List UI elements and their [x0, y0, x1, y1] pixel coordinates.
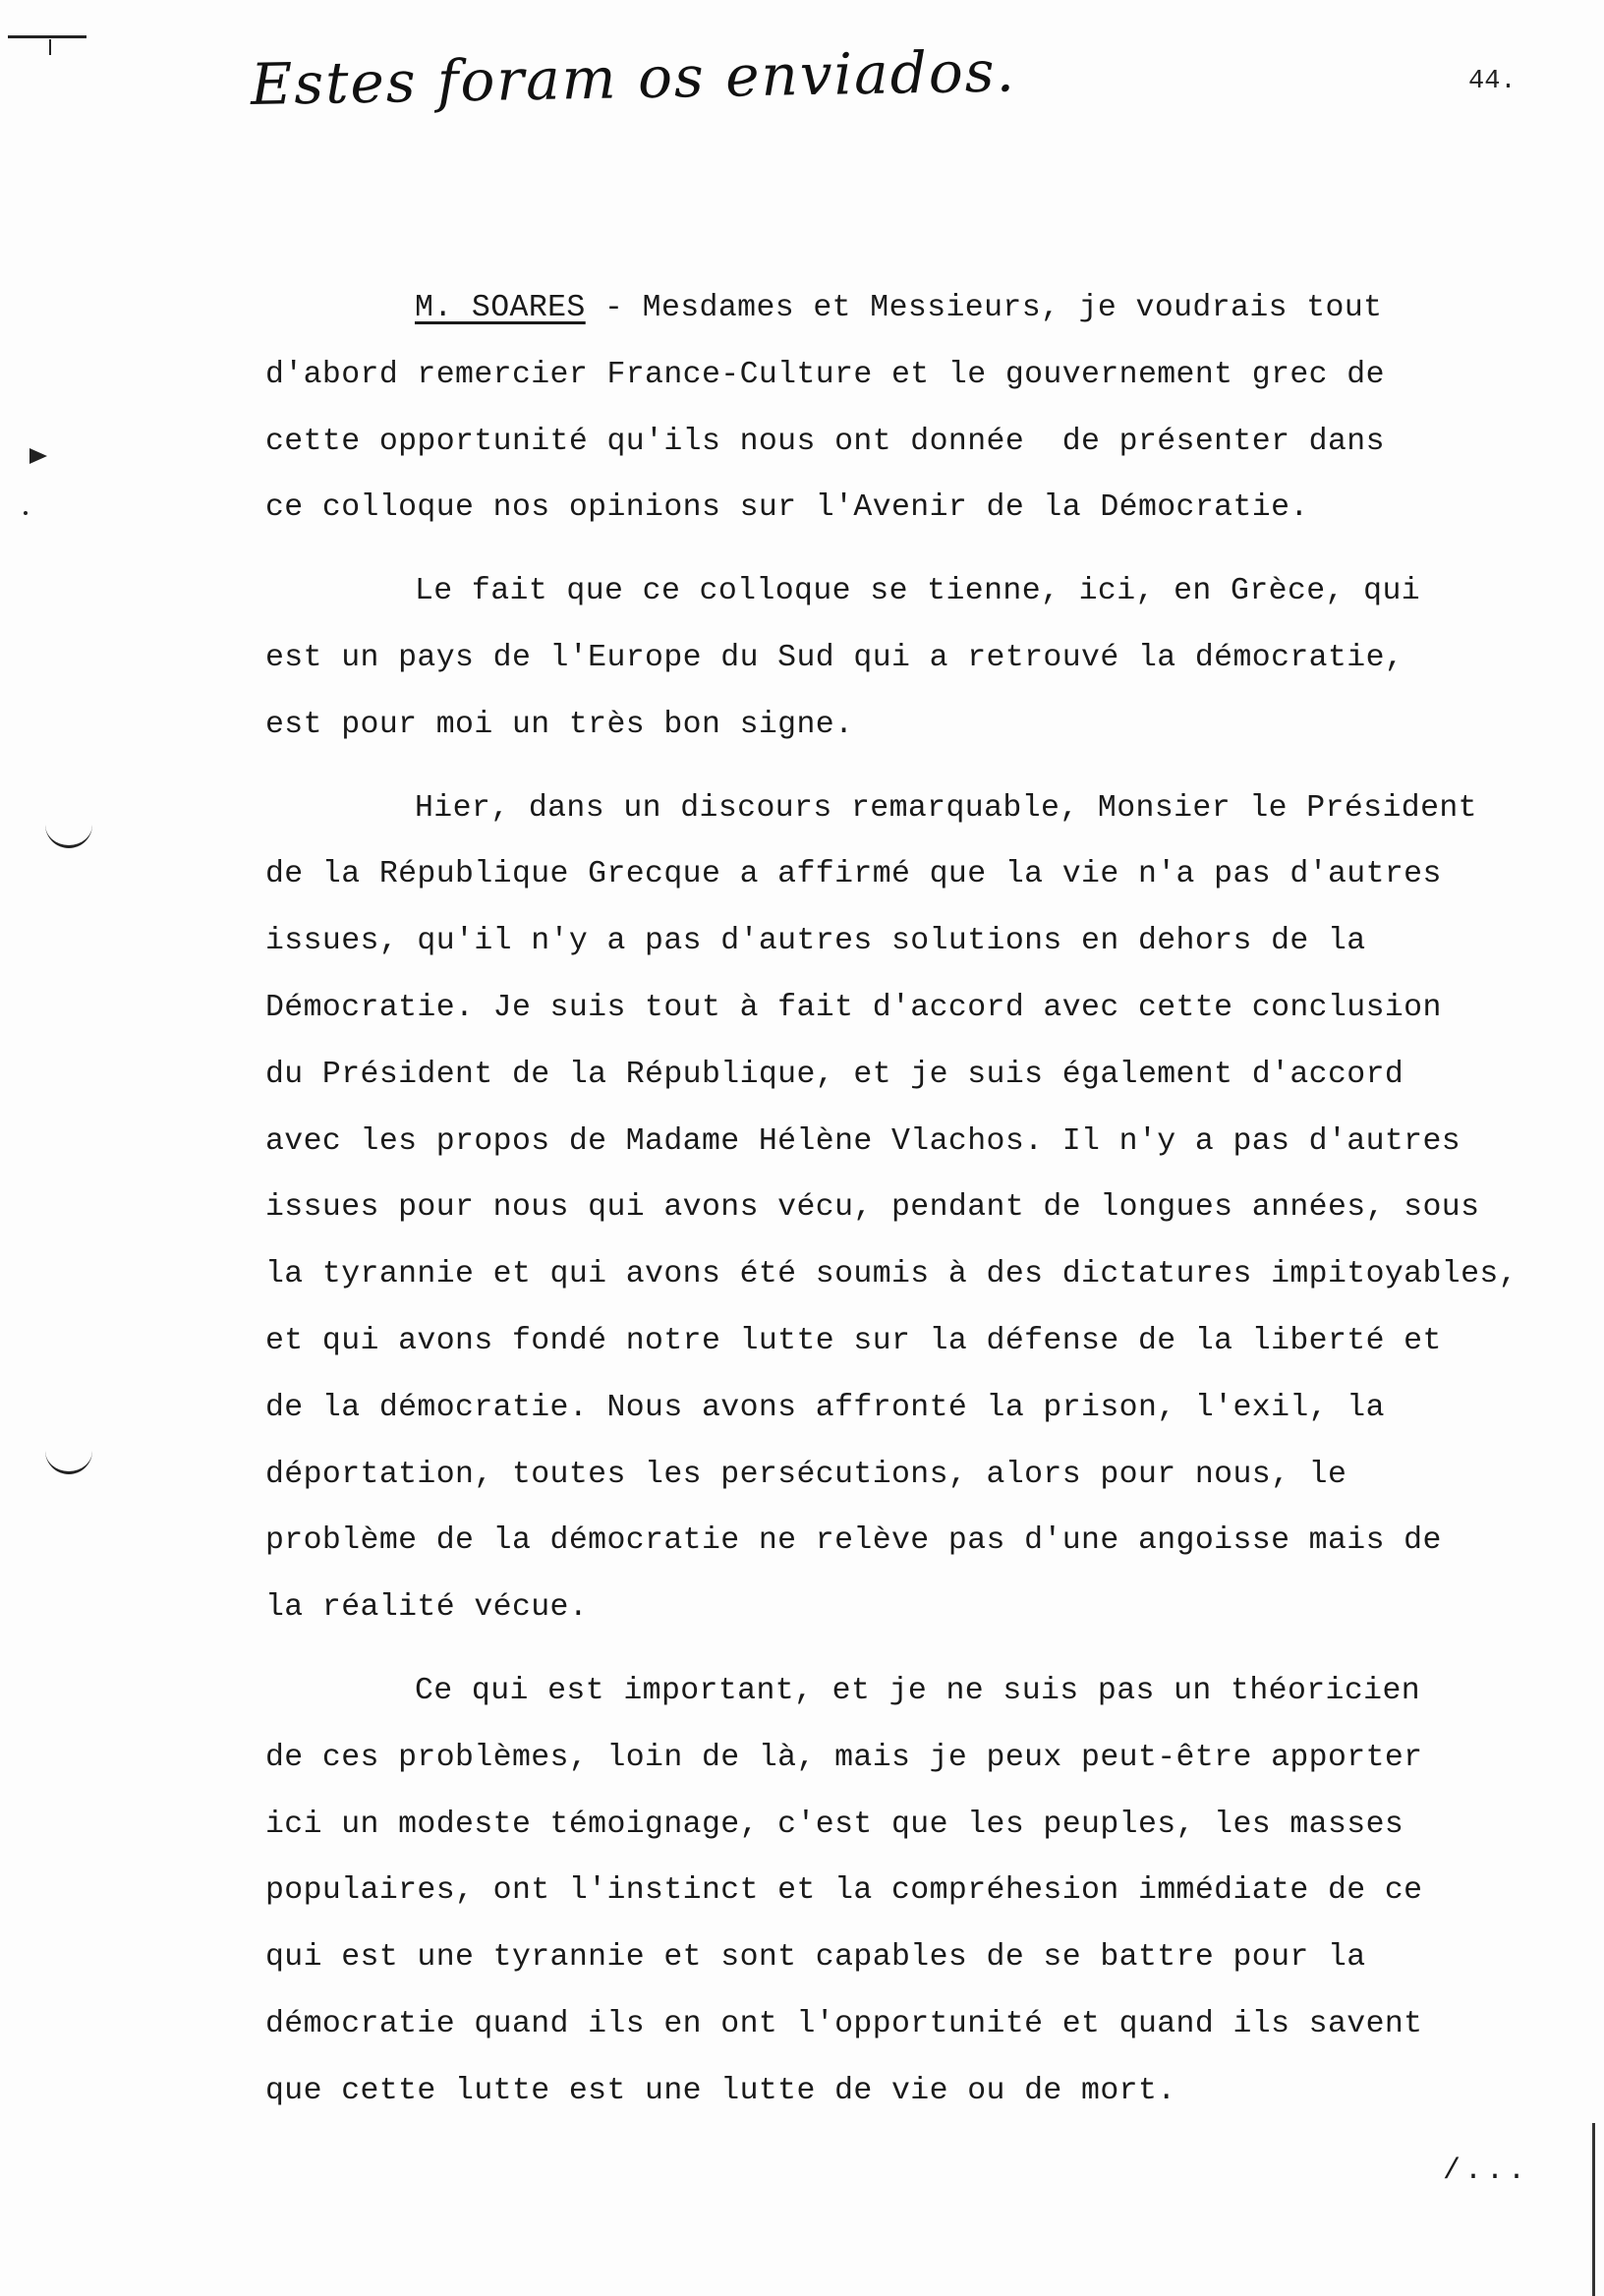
margin-dash-mark — [8, 35, 86, 38]
text-line: cette opportunité qu'ils nous ont donnée de présenter dans — [265, 424, 1385, 459]
text-line: la réalité vécue. — [265, 1590, 589, 1626]
paragraph-3 — [265, 775, 1582, 1641]
binding-hole-mark-top — [45, 824, 92, 848]
text-line: démocratie quand ils en ont l'opportunité et quand ils savent — [265, 2006, 1423, 2041]
text-line: de la République Grecque a affirmé que la vie n'a pas d'autres — [265, 857, 1442, 892]
text-line: ce colloque nos opinions sur l'Avenir de la Démocratie. — [265, 490, 1309, 526]
text-line: est pour moi un très bon signe. — [265, 707, 854, 742]
margin-tick-mark — [49, 39, 51, 55]
text-line: est un pays de l'Europe du Sud qui a retrouvé la démocratie, — [265, 640, 1404, 675]
text-line: déportation, toutes les persécutions, alors pour nous, le — [265, 1457, 1347, 1492]
paragraph-1 — [265, 275, 1582, 542]
text-line: de ces problèmes, loin de là, mais je peux peut-être apporter — [265, 1740, 1423, 1775]
margin-dot-mark — [24, 511, 28, 515]
text-line: et qui avons fondé notre lutte sur la défense de la liberté et — [265, 1323, 1442, 1358]
speaker-name: M. SOARES — [415, 291, 586, 325]
text-line: d'abord remercier France-Culture et le gouvernement grec de — [265, 357, 1385, 392]
text-line: M. SOARES - Mesdames et Messieurs, je voudrais tout — [415, 291, 1383, 325]
text-line: la tyrannie et qui avons été soumis à des dictatures impitoyables, — [265, 1257, 1518, 1292]
text-line: issues, qu'il n'y a pas d'autres solutions en dehors de la — [265, 924, 1366, 959]
text-line: que cette lutte est une lutte de vie ou de mort. — [265, 2073, 1176, 2108]
text-line: Ce qui est important, et je ne suis pas un théoricien — [415, 1673, 1421, 1708]
text-line: Démocratie. Je suis tout à fait d'accord avec cette conclusion — [265, 990, 1442, 1025]
text-line: du Président de la République, et je suis également d'accord — [265, 1057, 1404, 1092]
text-line: de la démocratie. Nous avons affronté la prison, l'exil, la — [265, 1390, 1385, 1425]
binding-hole-mark-bottom — [45, 1450, 92, 1474]
continuation-mark: /... — [1443, 2154, 1530, 2188]
text-line: issues pour nous qui avons vécu, pendant de longues années, sous — [265, 1190, 1480, 1226]
handwritten-note: Estes foram os enviados. — [250, 37, 1017, 118]
page-edge-shadow — [1592, 2123, 1595, 2296]
text-line: problème de la démocratie ne relève pas d'une angoisse mais de — [265, 1523, 1442, 1559]
text-line: ici un modeste témoignage, c'est que les peuples, les masses — [265, 1807, 1404, 1842]
document-body — [265, 275, 1582, 2142]
text-line: populaires, ont l'instinct et la compréhesion immédiate de ce — [265, 1873, 1423, 1909]
text-line: avec les propos de Madame Hélène Vlachos. Il n'y a pas d'autres — [265, 1123, 1461, 1159]
text-line: Hier, dans un discours remarquable, Monsier le Président — [415, 790, 1477, 826]
text-line: Le fait que ce colloque se tienne, ici, en Grèce, qui — [415, 574, 1421, 609]
margin-arrow-icon — [29, 448, 47, 464]
paragraph-4 — [265, 1658, 1582, 2125]
paragraph-2 — [265, 558, 1582, 758]
page-number: 44. — [1468, 67, 1517, 96]
text-line: qui est une tyrannie et sont capables de se battre pour la — [265, 1940, 1366, 1976]
